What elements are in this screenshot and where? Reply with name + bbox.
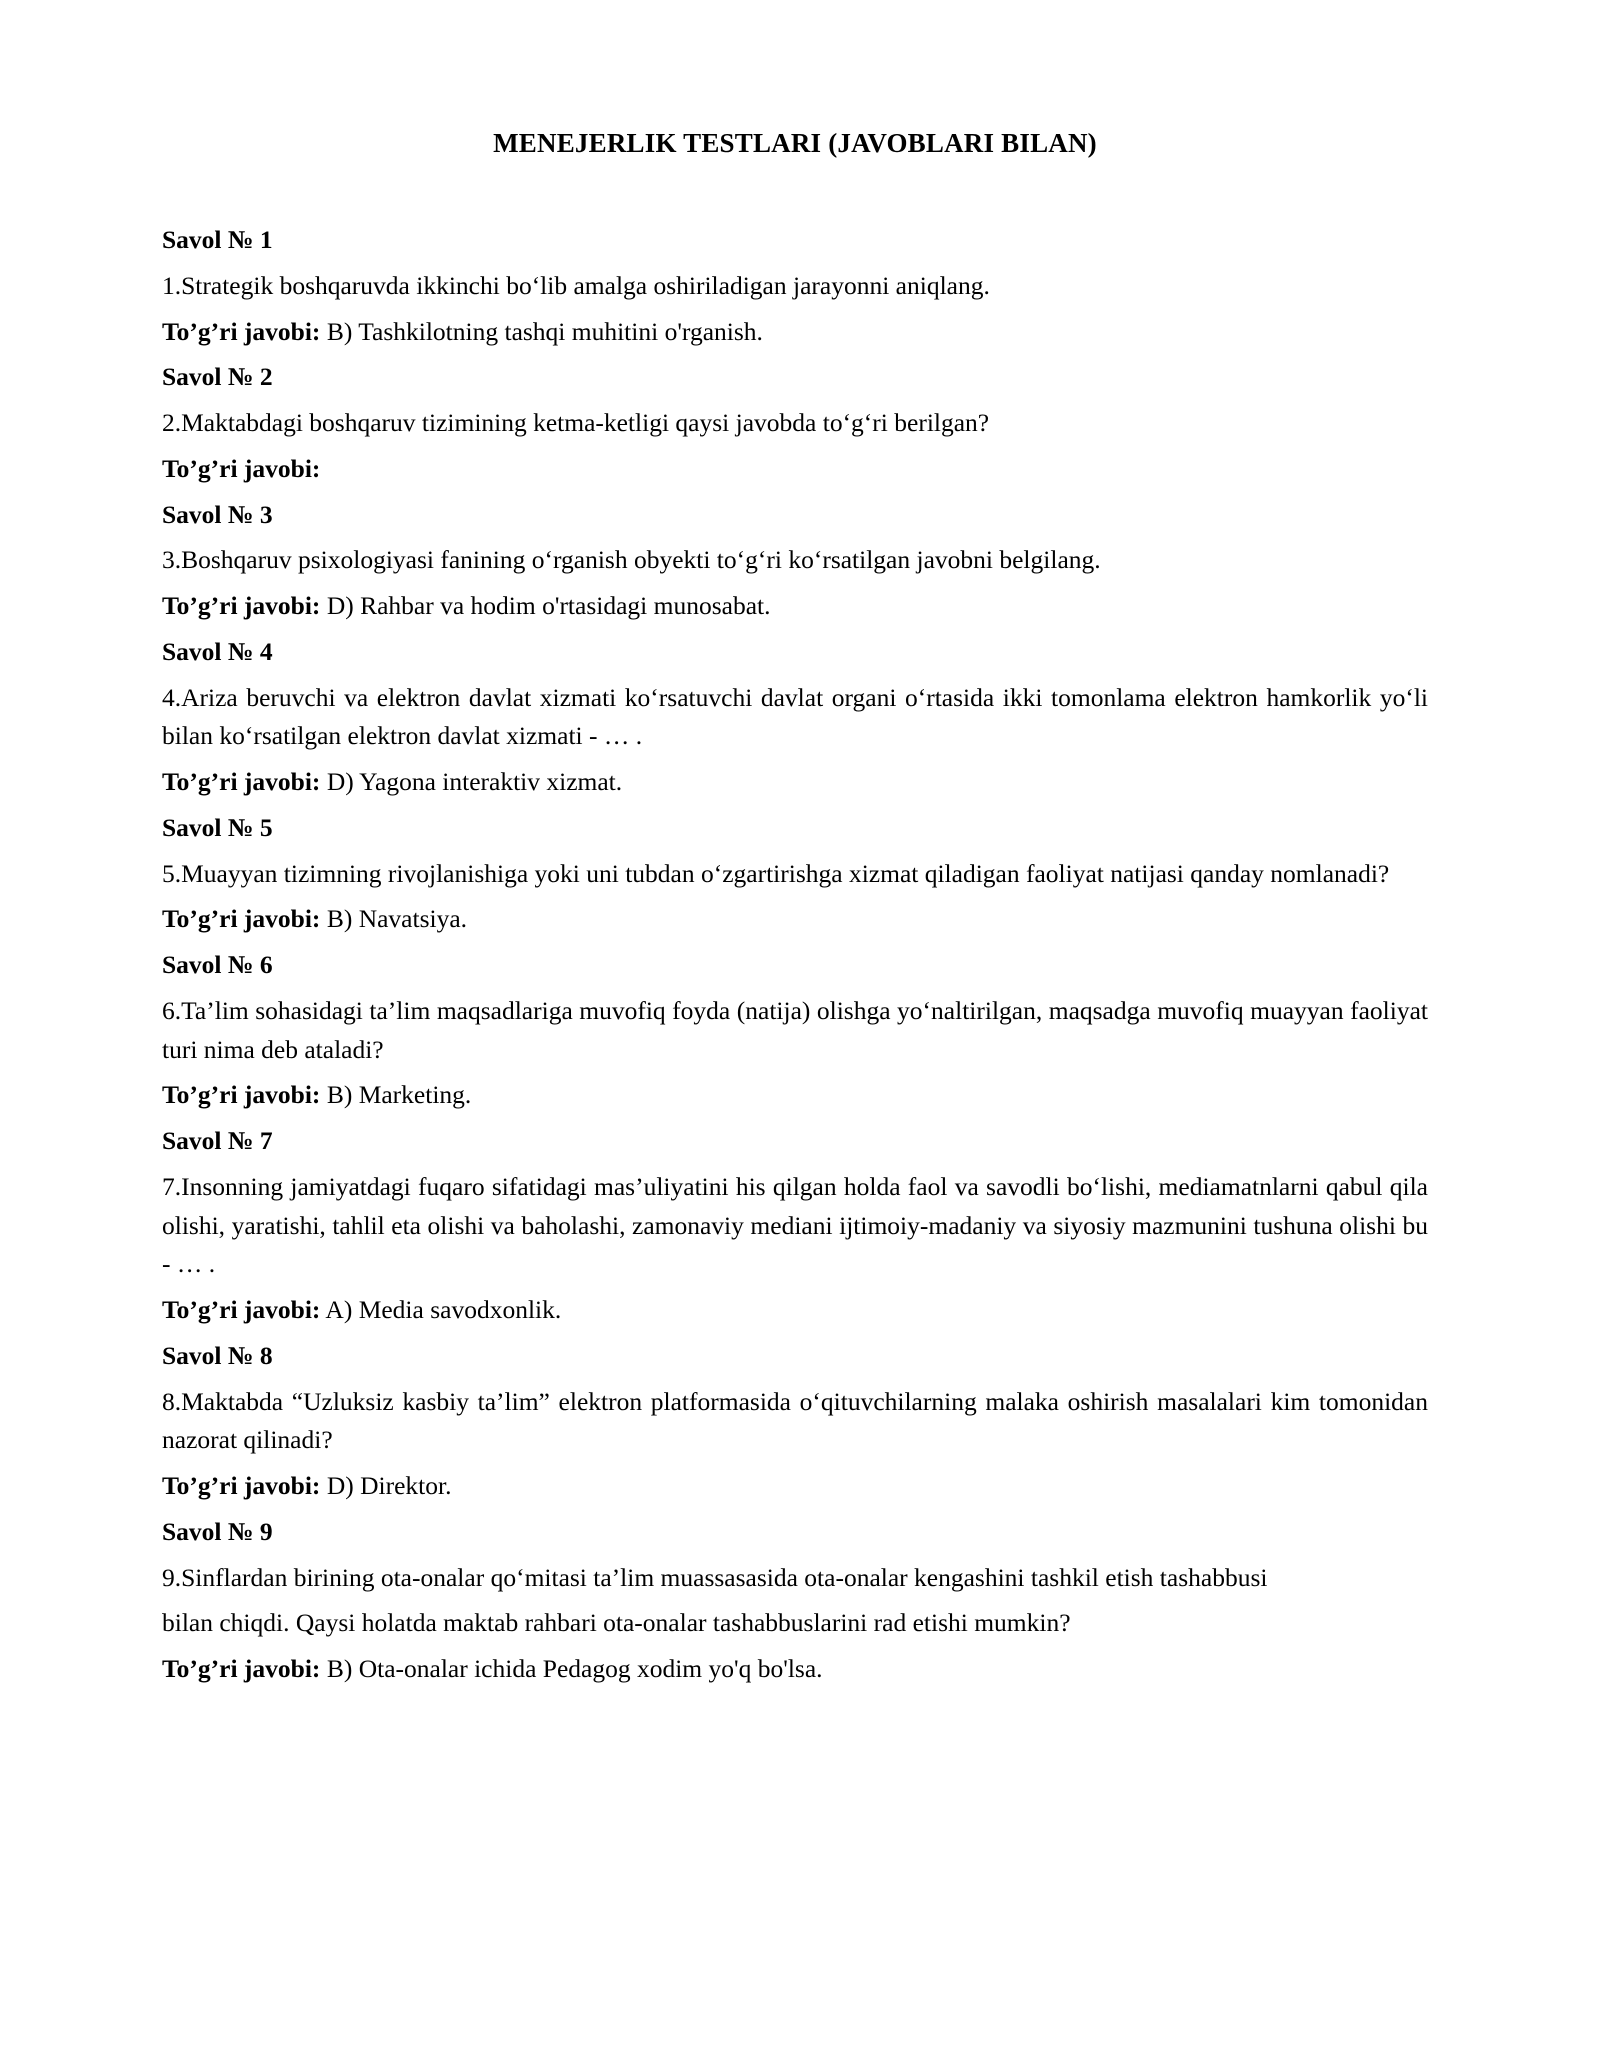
question-text: 4.Ariza beruvchi va elektron davlat xizmati ko‘rsatuvchi davlat organi o‘rtasida ikki tomonlama elektron hamkorlik yo‘li bilan ko‘rsatilgan elektron davlat xizmati - … . [162, 682, 1428, 751]
answer-label: To’g’ri javobi: [162, 453, 321, 483]
answer-row [162, 1076, 1428, 1115]
question-heading: Savol № 4 [162, 636, 273, 666]
answer-row [162, 1650, 1428, 1689]
answer-label: To’g’ri javobi: [162, 1471, 321, 1500]
question-block-7 [162, 1122, 1428, 1330]
question-block-5 [162, 809, 1428, 939]
answer-label: To’g’ri javobi: [162, 1080, 321, 1110]
answer-text: D) Direktor. [326, 1471, 452, 1500]
question-block-1 [162, 221, 1428, 351]
question-heading: Savol № 9 [162, 1516, 273, 1546]
question-text: 8.Maktabda “Uzluksiz kasbiy ta’lim” elektron platformasida o‘qituvchilarning malaka oshirish masalalari kim tomonidan nazorat qilinadi? [162, 1386, 1428, 1455]
answer-text: B) Tashkilotning tashqi muhitini o'rganish. [326, 316, 763, 346]
question-text: 3.Boshqaruv psixologiyasi fanining o‘rganish obyekti to‘g‘ri ko‘rsatilgan javobni belgilang. [162, 545, 1101, 575]
answer-label: To’g’ri javobi: [162, 1654, 321, 1683]
question-text: 5.Muayyan tizimning rivojlanishiga yoki uni tubdan o‘zgartirishga xizmat qiladigan faoliyat natijasi qanday nomlanadi? [162, 858, 1390, 888]
question-text: 7.Insonning jamiyatdagi fuqaro sifatidagi mas’uliyatini his qilgan holda faol va savodli bo‘lishi, mediamatnlarni qabul qila olishi, yaratishi, tahlil eta olishi va baholashi, zamonaviy mediani ijtimoiy-madaniy va siyosiy mazmunini tushuna olishi bu - … . [162, 1171, 1428, 1279]
answer-text: B) Ota-onalar ichida Pedagog xodim yo'q bo'lsa. [326, 1654, 823, 1683]
answer-row [162, 313, 1428, 352]
answer-label: To’g’ri javobi: [162, 767, 321, 796]
question-text: 9.Sinflardan birining ota-onalar qo‘mitasi ta’lim muassasasida ota-onalar kengashini tashkil etish tashabbusi [162, 1562, 1268, 1592]
question-text: 2.Maktabdagi boshqaruv tizimining ketma-ketligi qaysi javobda to‘g‘ri berilgan? [162, 408, 990, 437]
answer-text: D) Yagona interaktiv xizmat. [326, 767, 623, 796]
question-heading: Savol № 8 [162, 1340, 273, 1370]
answer-row [162, 763, 1428, 802]
answer-label: To’g’ri javobi: [162, 316, 321, 346]
answer-text: A) Media savodxonlik. [325, 1295, 562, 1324]
answer-label: To’g’ri javobi: [162, 591, 321, 620]
question-block-3 [162, 496, 1428, 626]
answer-text: B) Marketing. [326, 1080, 472, 1110]
question-text-continued: bilan chiqdi. Qaysi holatda maktab rahbari ota-onalar tashabbuslarini rad etishi mumkin? [162, 1608, 1071, 1638]
question-text: 1.Strategik boshqaruvda ikkinchi bo‘lib amalga oshiriladigan jarayonni aniqlang. [162, 270, 990, 300]
answer-row [162, 450, 1428, 489]
page-title: MENEJERLIK TESTLARI (JAVOBLARI BILAN) [493, 128, 1097, 158]
question-heading: Savol № 3 [162, 499, 273, 529]
answer-text: B) Navatsiya. [326, 904, 468, 934]
question-heading: Savol № 5 [162, 812, 273, 842]
answer-label: To’g’ri javobi: [162, 1295, 321, 1324]
answer-text: D) Rahbar va hodim o'rtasidagi munosabat. [326, 591, 771, 620]
question-text: 6.Ta’lim sohasidagi ta’lim maqsadlariga muvofiq foyda (natija) olishga yo‘naltirilgan, maqsadga muvofiq muayyan faoliyat turi nima deb ataladi? [162, 995, 1428, 1064]
question-block-4 [162, 633, 1428, 802]
answer-row [162, 900, 1428, 939]
question-heading: Savol № 2 [162, 362, 273, 392]
answer-row [162, 1467, 1428, 1506]
answer-label: To’g’ri javobi: [162, 904, 321, 934]
question-block-2 [162, 358, 1428, 488]
answer-row [162, 1291, 1428, 1330]
question-heading: Savol № 6 [162, 950, 273, 979]
question-block-8 [162, 1337, 1428, 1506]
question-block-9 [162, 1513, 1428, 1689]
question-block-6 [162, 946, 1428, 1115]
question-heading: Savol № 1 [162, 225, 273, 254]
question-heading: Savol № 7 [162, 1126, 273, 1155]
answer-row [162, 587, 1428, 626]
